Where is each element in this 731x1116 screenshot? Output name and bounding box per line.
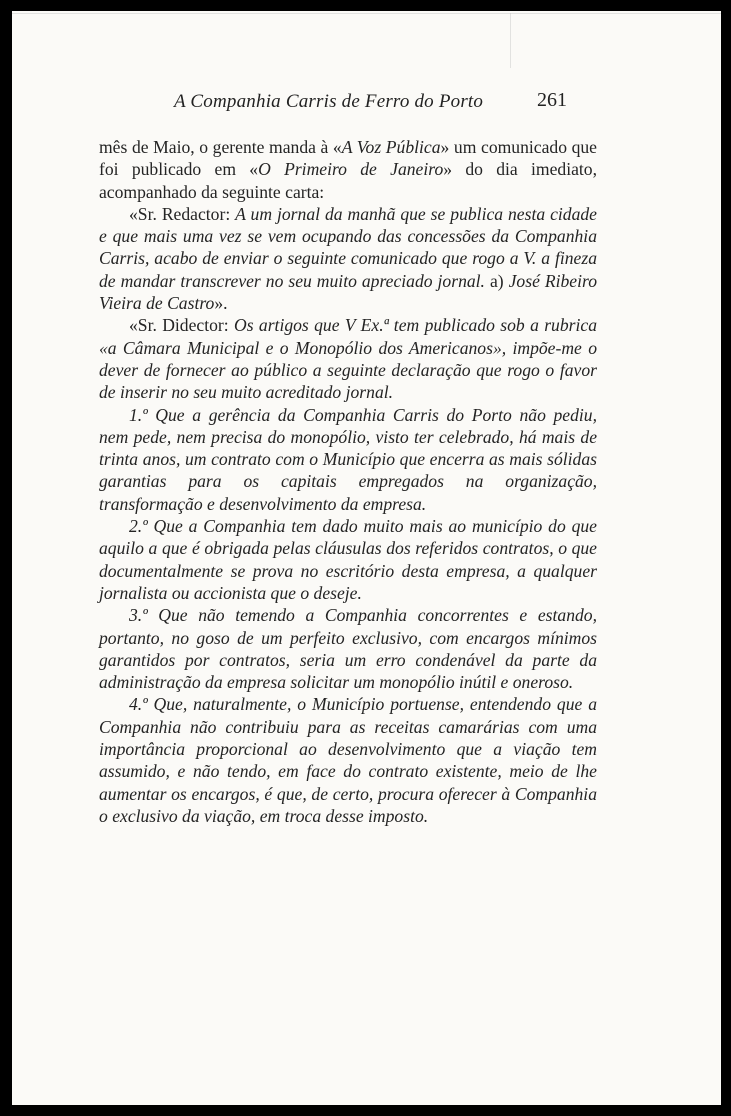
text-span: » um comunicado que foi publicado em « [99, 137, 597, 180]
signature-mark: a) [484, 270, 509, 291]
point-text: Que, naturalmente, o Município portuense, entendendo que a Companhia não contribuiu para as receitas camarárias com uma importância proporcional ao desenvolvimento que a viação tem assumido, e não tendo, em face do contrato existente, meio de lhe aumentar os encargos, é que, de certo, procura oferecer à Companhia o exclusivo da viação, em troca desse imposto. [99, 694, 597, 826]
page-number: 261 [537, 89, 567, 111]
running-head [12, 83, 721, 113]
signatory-name: José Ribeiro Vieira de Castro [99, 270, 597, 314]
scan-artifact-line [12, 13, 721, 14]
paragraph-point-1 [99, 404, 597, 515]
paragraph-intro [99, 136, 597, 203]
point-number: 1.º [129, 404, 148, 425]
text-span: ». [214, 293, 228, 314]
paragraph-point-3 [99, 604, 597, 693]
paragraph-letter-director [99, 314, 597, 403]
point-number: 3.º [129, 605, 148, 626]
body-text [99, 136, 597, 827]
paragraph-point-2 [99, 515, 597, 604]
point-number: 4.º [129, 694, 148, 715]
letter-body: A um jornal da manhã que se publica nesta cidade e que mais uma vez se vem ocupando das concessões da Companhia Carris, acabo de enviar o seguinte comunicado que rogo a V. a fineza de mandar transcrever no seu muito apreciado jornal. [99, 203, 597, 291]
salutation: «Sr. Redactor: [129, 203, 236, 224]
point-number: 2.º [129, 516, 148, 537]
text-span: mês de Maio, o gerente manda à « [99, 137, 342, 157]
text-span: » do dia imediato, acompanhado da seguinte carta: [99, 159, 597, 202]
newspaper-title: A Voz Pública [341, 137, 441, 157]
scan-artifact-line [510, 13, 511, 68]
running-title: A Companhia Carris de Ferro do Porto [174, 91, 484, 112]
point-text: Que a gerência da Companhia Carris do Porto não pediu, nem pede, nem precisa do monopólio, visto ter celebrado, há mais de trinta anos, um contrato com o Município que encerra as mais sólidas garantias para os capitais empregados na organização, transformação e desenvolvimento da empresa. [99, 404, 597, 514]
book-page [12, 11, 721, 1105]
paragraph-point-4 [99, 693, 597, 827]
paragraph-letter-redactor [99, 203, 597, 314]
point-text: Que não temendo a Companhia concorrentes e estando, portanto, no goso de um perfeito exclusivo, com encargos mínimos garantidos por contratos, seria um erro condenável da parte da administração da empresa solicitar um monopólio inútil e oneroso. [99, 605, 597, 693]
newspaper-title: O Primeiro de Janeiro [258, 159, 444, 180]
letter-body: Os artigos que V Ex.ª tem publicado sob a rubrica «a Câmara Municipal e o Monopólio dos Americanos», impõe-me o dever de fornecer ao público a seguinte declaração que rogo o favor de inserir no seu muito acreditado jornal. [99, 315, 597, 403]
salutation: «Sr. Didector: [129, 315, 235, 336]
point-text: Que a Companhia tem dado muito mais ao município do que aquilo a que é obrigada pelas cláusulas dos referidos contratos, o que documentalmente se prova no escritório desta empresa, a qualquer jornalista ou accionista que o deseje. [99, 516, 597, 603]
